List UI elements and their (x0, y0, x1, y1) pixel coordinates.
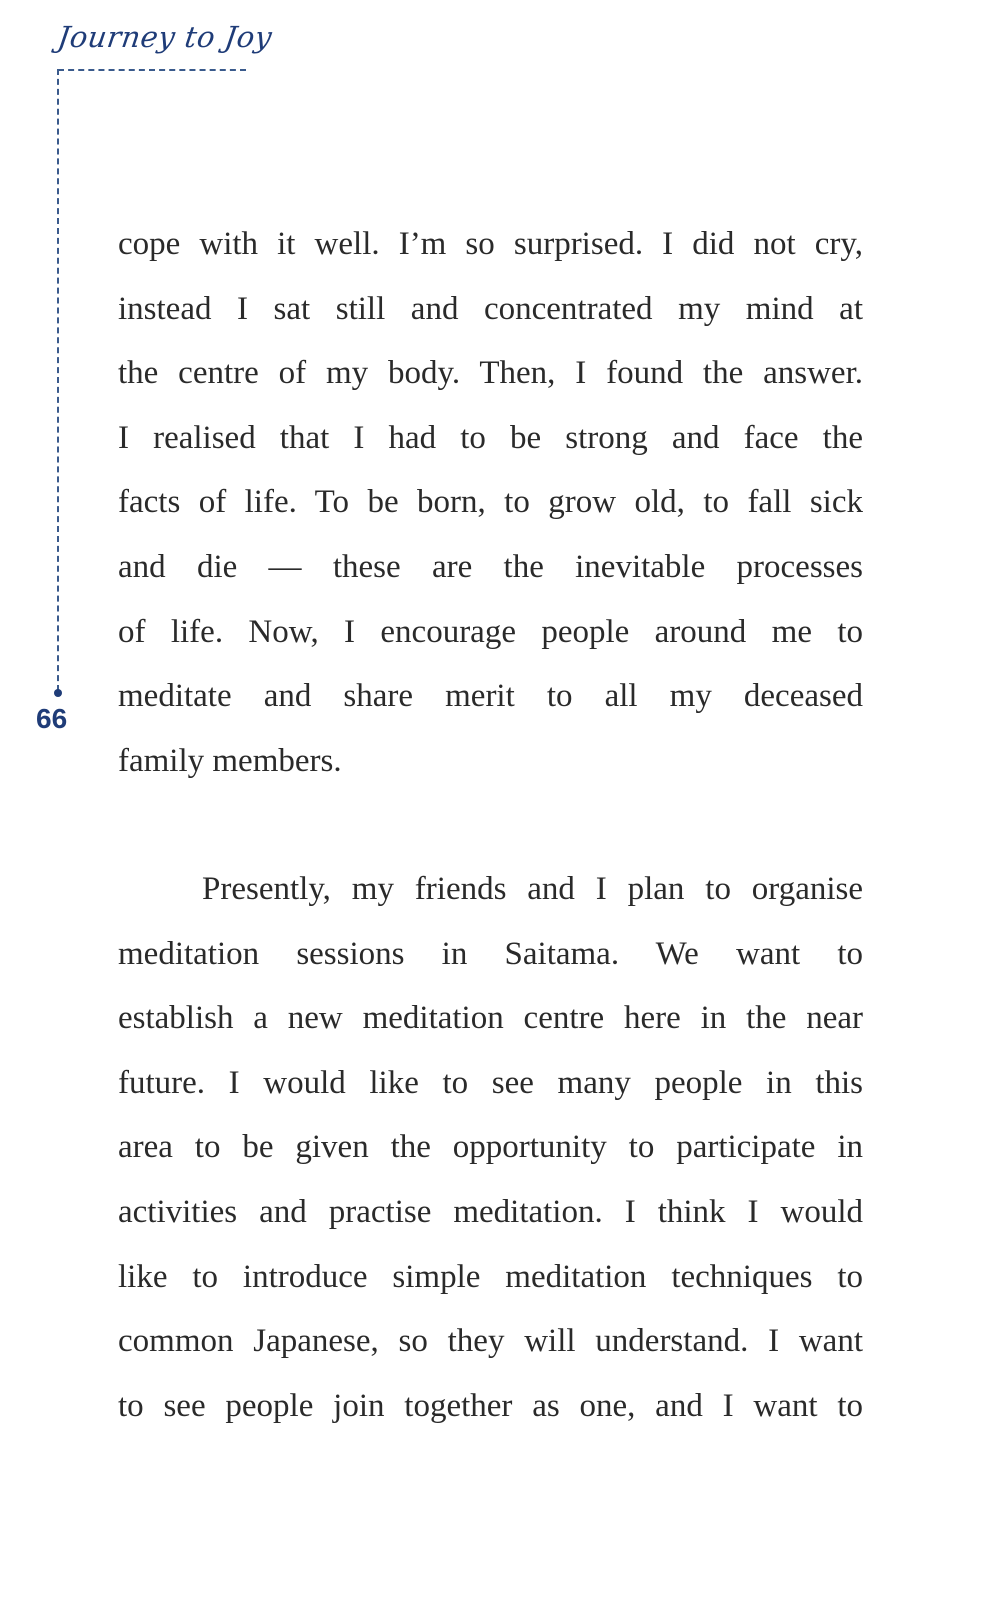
text-line: family members. (118, 742, 342, 779)
text-line: Presently, my friends and I plan to organise (202, 871, 863, 907)
text-line: common Japanese, so they will understand. I want (118, 1323, 863, 1360)
text-line: future. I would like to see many people in this (118, 1064, 863, 1101)
text-line: the centre of my body. Then, I found the answer. (118, 355, 863, 392)
text-line: establish a new meditation centre here in the near (118, 1000, 863, 1037)
text-line: of life. Now, I encourage people around me to (118, 613, 863, 650)
text-line: I realised that I had to be strong and face the (118, 419, 863, 456)
margin-rule-end-dot (54, 689, 62, 697)
text-line: instead I sat still and concentrated my mind at (118, 290, 863, 327)
page-number: 66 (36, 703, 68, 734)
text-line: activities and practise meditation. I think I would (118, 1193, 863, 1230)
running-title: Journey to Joy (55, 20, 275, 54)
text-line: like to introduce simple meditation techniques to (118, 1258, 863, 1295)
text-line: area to be given the opportunity to participate in (118, 1129, 863, 1166)
text-line: meditate and share merit to all my deceased (118, 678, 863, 715)
text-line: to see people join together as one, and I want to (118, 1387, 863, 1424)
header-dashed-rule (58, 69, 246, 71)
text-line: cope with it well. I’m so surprised. I did not cry, (118, 226, 863, 262)
margin-dashed-rule (57, 69, 59, 691)
text-line: and die — these are the inevitable processes (118, 548, 863, 585)
paragraph-1 (118, 212, 863, 793)
paragraph-2 (118, 857, 863, 1438)
text-line: meditation sessions in Saitama. We want to (118, 935, 863, 972)
text-line: facts of life. To be born, to grow old, to fall sick (118, 484, 863, 521)
